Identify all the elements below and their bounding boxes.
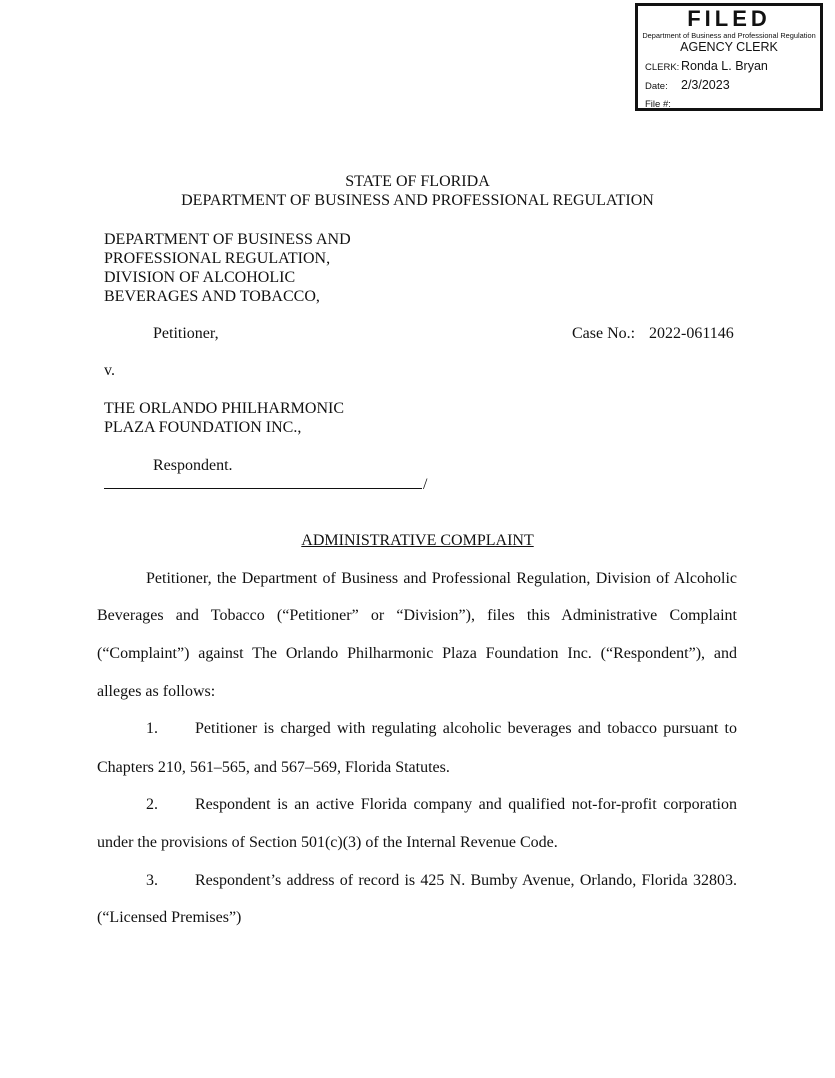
paragraph-2-rest: under the provisions of Section 501(c)(3) of the Internal Revenue Code.	[97, 834, 558, 851]
caption-slash: /	[423, 476, 428, 493]
case-number: 2022-061146	[649, 325, 734, 342]
filed-stamp	[635, 3, 823, 111]
respondent-role: Respondent.	[153, 457, 233, 474]
petitioner-role: Petitioner,	[153, 325, 219, 342]
stamp-date-label: Date:	[645, 81, 668, 92]
petitioner-line-2: PROFESSIONAL REGULATION,	[104, 250, 331, 267]
header-state: STATE OF FLORIDA	[345, 173, 490, 190]
paragraph-3-rest: (“Licensed Premises”)	[97, 909, 242, 926]
intro-line-1: Petitioner, the Department of Business and Professional Regulation, Division of Alcoholic	[146, 570, 737, 587]
stamp-clerk-label: CLERK:	[645, 62, 680, 73]
paragraph-2-number: 2.	[146, 796, 158, 813]
stamp-clerk-value: Ronda L. Bryan	[681, 59, 768, 73]
header-department: DEPARTMENT OF BUSINESS AND PROFESSIONAL REGULATION	[181, 192, 654, 209]
paragraph-3-first-line: Respondent’s address of record is 425 N. Bumby Avenue, Orlando, Florida 32803.	[195, 872, 737, 889]
document-title: ADMINISTRATIVE COMPLAINT	[301, 532, 534, 549]
stamp-date-value: 2/3/2023	[681, 78, 730, 92]
stamp-file-row	[645, 96, 681, 112]
case-label: Case No.:	[572, 325, 636, 342]
paragraph-3-number: 3.	[146, 872, 158, 889]
caption-rule	[104, 488, 422, 489]
petitioner-line-4: BEVERAGES AND TOBACCO,	[104, 288, 320, 305]
intro-line-4: alleges as follows:	[97, 683, 216, 700]
paragraph-2-first-line: Respondent is an active Florida company and qualified not-for-profit corporation	[195, 796, 737, 813]
petitioner-line-3: DIVISION OF ALCOHOLIC	[104, 269, 296, 286]
stamp-department: Department of Business and Professional Regulation	[642, 31, 816, 40]
stamp-title: FILED	[687, 6, 771, 31]
stamp-clerk-row	[645, 59, 768, 75]
stamp-date-row	[645, 78, 730, 94]
versus: v.	[104, 362, 115, 379]
respondent-line-1: THE ORLANDO PHILHARMONIC	[104, 400, 344, 417]
petitioner-line-1: DEPARTMENT OF BUSINESS AND	[104, 231, 351, 248]
paragraph-1-first-line: Petitioner is charged with regulating alcoholic beverages and tobacco pursuant to	[195, 720, 737, 737]
respondent-line-2: PLAZA FOUNDATION INC.,	[104, 419, 302, 436]
paragraph-1-number: 1.	[146, 720, 158, 737]
stamp-file-label: File #:	[645, 99, 671, 110]
paragraph-1-rest: Chapters 210, 561–565, and 567–569, Florida Statutes.	[97, 759, 450, 776]
intro-line-2: Beverages and Tobacco (“Petitioner” or “Division”), files this Administrative Complaint	[97, 607, 737, 624]
intro-line-3: (“Complaint”) against The Orlando Philharmonic Plaza Foundation Inc. (“Respondent”), and	[97, 645, 737, 662]
stamp-agency: AGENCY CLERK	[680, 40, 778, 54]
